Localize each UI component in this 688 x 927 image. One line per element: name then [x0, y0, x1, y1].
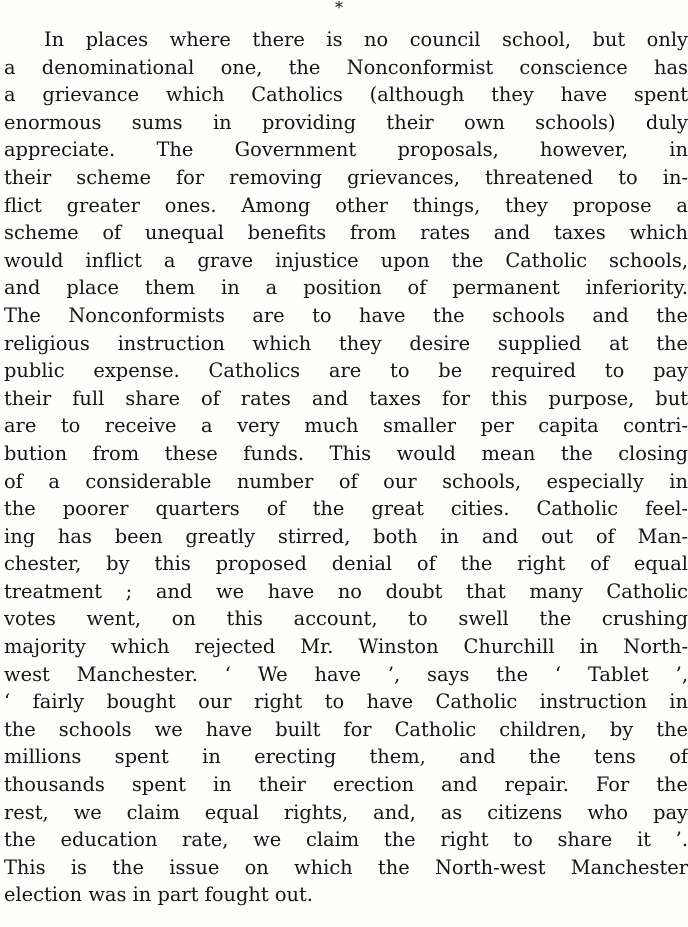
text-line: a denominational one, the Nonconformist conscience has: [4, 55, 688, 79]
text-line: a grievance which Catholics (although they have spent: [4, 83, 688, 107]
text-line: treatment ; and we have no doubt that many Catholic: [4, 579, 688, 603]
text-line: the poorer quarters of the great cities. Catholic feel-: [4, 497, 688, 521]
text-line: of a considerable number of our schools, especially in: [4, 469, 688, 493]
text-line: scheme of unequal benefits from rates and taxes which: [4, 221, 688, 245]
text-line: public expense. Catholics are to be required to pay: [4, 359, 688, 383]
text-line: their full share of rates and taxes for this purpose, but: [4, 386, 688, 410]
text-line: would inflict a grave injustice upon the Catholic schools,: [4, 248, 688, 272]
text-line: their scheme for removing grievances, threatened to in-: [4, 165, 688, 189]
text-line: ‘ fairly bought our right to have Catholic instruction in: [4, 690, 688, 714]
text-line: millions spent in erecting them, and the tens of: [4, 745, 688, 769]
text-line: appreciate. The Government proposals, however, in: [4, 138, 688, 162]
text-line: ing has been greatly stirred, both in and out of Man-: [4, 524, 688, 548]
text-line: the schools we have built for Catholic children, by the: [4, 717, 688, 741]
text-line: This is the issue on which the North-west Manchester: [4, 855, 688, 879]
text-line: bution from these funds. This would mean the closing: [4, 441, 688, 465]
text-line: the education rate, we claim the right to share it ’.: [4, 828, 688, 852]
text-line: thousands spent in their erection and repair. For the: [4, 773, 688, 797]
text-line: In places where there is no council school, but only: [44, 28, 688, 51]
text-line: The Nonconformists are to have the schools and the: [4, 303, 688, 327]
text-line: majority which rejected Mr. Winston Churchill in North-: [4, 635, 688, 659]
text-line: religious instruction which they desire supplied at the: [4, 331, 688, 355]
text-line: chester, by this proposed denial of the right of equal: [4, 552, 688, 576]
text-line: flict greater ones. Among other things, they propose a: [4, 193, 688, 217]
text-line: and place them in a position of permanent inferiority.: [4, 276, 688, 300]
article-paragraph: [4, 26, 688, 909]
text-line: election was in part fought out.: [4, 883, 313, 907]
text-line: votes went, on this account, to swell the crushing: [4, 607, 688, 631]
asterisk-mark: *: [335, 0, 343, 17]
text-line: are to receive a very much smaller per capita contri-: [4, 414, 688, 438]
text-line: enormous sums in providing their own schools) duly: [4, 110, 688, 134]
text-line: west Manchester. ‘ We have ’, says the ‘ Tablet ’,: [4, 662, 688, 686]
text-line: rest, we claim equal rights, and, as citizens who pay: [4, 800, 688, 824]
